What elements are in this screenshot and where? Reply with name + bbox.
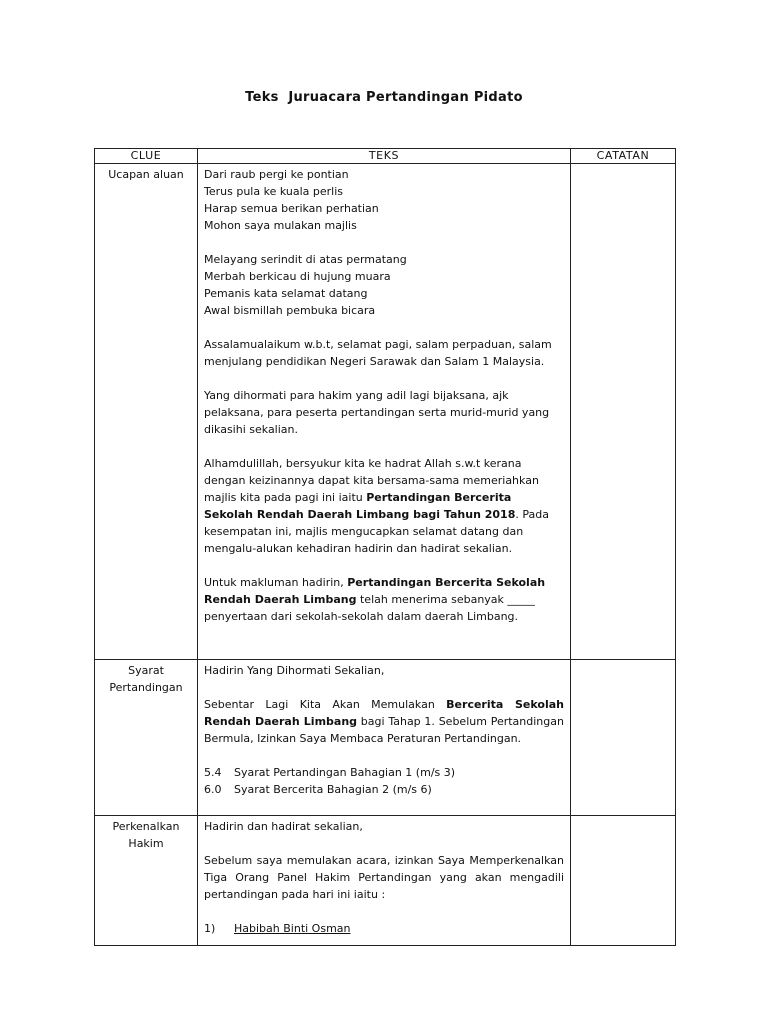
- salam-paragraph: Assalamualaikum w.b.t, selamat pagi, salam perpaduan, salam menjulang pendidikan Negeri Sarawak dan Salam 1 Malaysia.: [204, 338, 552, 368]
- pantun-line: Merbah berkicau di hujung muara: [204, 270, 391, 283]
- text-run: Sebentar Lagi Kita Akan Memulakan: [204, 698, 447, 711]
- dihormati-paragraph: Yang dihormati para hakim yang adil lagi bijaksana, ajk pelaksana, para peserta pertandingan serta murid-murid yang dikasihi sekalian.: [204, 389, 550, 436]
- item-number: 6.0: [204, 783, 222, 796]
- greeting-line: Hadirin Yang Dihormati Sekalian,: [204, 664, 385, 677]
- catatan-cell: [571, 816, 676, 946]
- teks-cell: [198, 816, 571, 946]
- list-item: [204, 764, 564, 781]
- clue-cell: Ucapan aluan: [95, 164, 198, 660]
- pantun-line: Harap semua berikan perhatian: [204, 202, 379, 215]
- header-catatan: CATATAN: [571, 149, 676, 164]
- hakim-paragraph: Sebelum saya memulakan acara, izinkan Saya Memperkenalkan Tiga Orang Panel Hakim Pertandingan yang akan mengadili pertandingan pada hari ini iaitu :: [204, 854, 564, 901]
- event-name-bold: Bercerita Sekolah Rendah Daerah Limbang: [204, 698, 564, 728]
- list-item: [204, 920, 564, 937]
- clue-cell: Syarat Pertandingan: [95, 660, 198, 816]
- teks-cell: [198, 164, 571, 660]
- text-run: bagi Tahap 1. Sebelum Pertandingan Bermula, Izinkan Saya Membaca Peraturan Pertandingan.: [204, 715, 564, 745]
- pantun-line: Pemanis kata selamat datang: [204, 287, 368, 300]
- pantun-line: Mohon saya mulakan majlis: [204, 219, 357, 232]
- table-row: [95, 816, 676, 946]
- pantun-line: Dari raub pergi ke pontian: [204, 168, 349, 181]
- pantun-line: Awal bismillah pembuka bicara: [204, 304, 376, 317]
- document-title: Teks Juruacara Pertandingan Pidato: [245, 90, 523, 105]
- item-text: Syarat Pertandingan Bahagian 1 (m/s 3): [234, 766, 456, 779]
- script-table: [94, 148, 676, 946]
- syarat-paragraph: [204, 696, 564, 747]
- alhamdulillah-paragraph: [204, 455, 564, 557]
- text-run: Untuk makluman hadirin,: [204, 576, 348, 589]
- teks-cell: [198, 660, 571, 816]
- greeting-line: Hadirin dan hadirat sekalian,: [204, 820, 363, 833]
- header-teks: TEKS: [198, 149, 571, 164]
- item-text: Syarat Bercerita Bahagian 2 (m/s 6): [234, 783, 432, 796]
- clue-cell: Perkenalkan Hakim: [95, 816, 198, 946]
- text-run: telah menerima sebanyak _____ penyertaan dari sekolah-sekolah dalam daerah Limbang.: [204, 593, 535, 623]
- header-clue: CLUE: [95, 149, 198, 164]
- table-header-row: [95, 149, 676, 164]
- judge-name: Habibah Binti Osman: [234, 922, 351, 935]
- list-item: [204, 781, 564, 798]
- catatan-cell: [571, 660, 676, 816]
- event-name-bold: Pertandingan Bercerita Sekolah Rendah Daerah Limbang: [204, 576, 546, 606]
- table-row: [95, 660, 676, 816]
- item-number: 5.4: [204, 766, 222, 779]
- pantun-line: Melayang serindit di atas permatang: [204, 253, 407, 266]
- makluman-paragraph: [204, 574, 564, 625]
- pantun-line: Terus pula ke kuala perlis: [204, 185, 343, 198]
- text-run: . Pada kesempatan ini, majlis mengucapkan selamat datang dan mengalu-alukan kehadiran hadirin dan hadirat sekalian.: [204, 508, 549, 555]
- event-name-bold: Pertandingan Bercerita Sekolah Rendah Daerah Limbang bagi Tahun 2018: [204, 491, 516, 521]
- catatan-cell: [571, 164, 676, 660]
- item-number: 1): [204, 922, 216, 935]
- table-row: [95, 164, 676, 660]
- text-run: Alhamdulillah, bersyukur kita ke hadrat Allah s.w.t kerana dengan keizinannya dapat kita bersama-sama memeriahkan majlis kita pada pagi ini iaitu: [204, 457, 539, 504]
